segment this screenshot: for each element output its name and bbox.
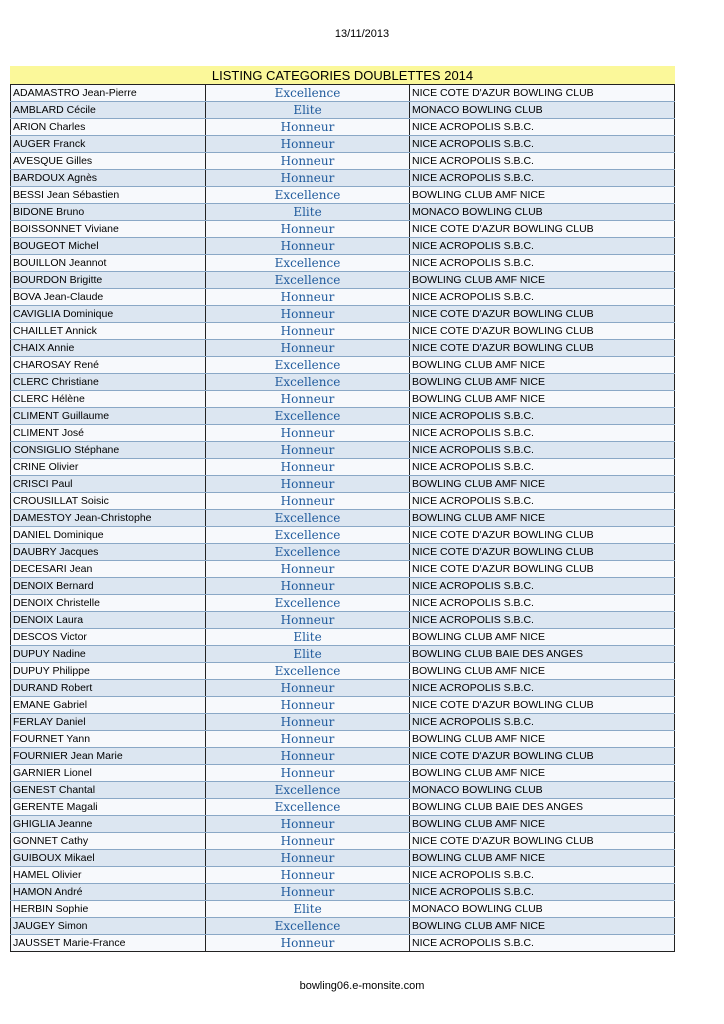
club-cell: NICE ACROPOLIS S.B.C. xyxy=(410,680,675,697)
table-row xyxy=(11,476,675,493)
table-row xyxy=(11,782,675,799)
category-cell: Honneur xyxy=(206,425,410,442)
category-cell: Honneur xyxy=(206,833,410,850)
table-row xyxy=(11,629,675,646)
table-row xyxy=(11,918,675,935)
table-row xyxy=(11,714,675,731)
table-row xyxy=(11,289,675,306)
category-cell: Excellence xyxy=(206,272,410,289)
players-table xyxy=(10,85,675,952)
club-cell: BOWLING CLUB AMF NICE xyxy=(410,391,675,408)
player-name-cell: DUPUY Philippe xyxy=(11,663,206,680)
player-name-cell: DENOIX Laura xyxy=(11,612,206,629)
listing-title: LISTING CATEGORIES DOUBLETTES 2014 xyxy=(10,66,675,85)
player-name-cell: BOISSONNET Viviane xyxy=(11,221,206,238)
player-name-cell: GONNET Cathy xyxy=(11,833,206,850)
player-name-cell: DECESARI Jean xyxy=(11,561,206,578)
player-name-cell: ARION Charles xyxy=(11,119,206,136)
table-row xyxy=(11,340,675,357)
category-cell: Excellence xyxy=(206,799,410,816)
category-cell: Honneur xyxy=(206,935,410,952)
table-row xyxy=(11,221,675,238)
player-name-cell: DAUBRY Jacques xyxy=(11,544,206,561)
club-cell: BOWLING CLUB BAIE DES ANGES xyxy=(410,646,675,663)
category-cell: Honneur xyxy=(206,119,410,136)
table-row xyxy=(11,323,675,340)
club-cell: BOWLING CLUB AMF NICE xyxy=(410,187,675,204)
player-name-cell: FOURNIER Jean Marie xyxy=(11,748,206,765)
player-name-cell: FERLAY Daniel xyxy=(11,714,206,731)
table-row xyxy=(11,680,675,697)
player-name-cell: EMANE Gabriel xyxy=(11,697,206,714)
player-name-cell: CLIMENT Guillaume xyxy=(11,408,206,425)
table-row xyxy=(11,765,675,782)
table-row xyxy=(11,544,675,561)
table-row xyxy=(11,510,675,527)
page-date: 13/11/2013 xyxy=(334,28,390,40)
player-name-cell: HAMON André xyxy=(11,884,206,901)
table-row xyxy=(11,238,675,255)
category-cell: Excellence xyxy=(206,527,410,544)
club-cell: NICE ACROPOLIS S.B.C. xyxy=(410,153,675,170)
category-cell: Elite xyxy=(206,901,410,918)
table-row xyxy=(11,731,675,748)
club-cell: BOWLING CLUB AMF NICE xyxy=(410,476,675,493)
category-cell: Honneur xyxy=(206,153,410,170)
category-cell: Excellence xyxy=(206,663,410,680)
category-cell: Honneur xyxy=(206,765,410,782)
club-cell: MONACO BOWLING CLUB xyxy=(410,782,675,799)
player-name-cell: BOURDON Brigitte xyxy=(11,272,206,289)
category-cell: Honneur xyxy=(206,578,410,595)
player-name-cell: BESSI Jean Sébastien xyxy=(11,187,206,204)
player-name-cell: CHAIX Annie xyxy=(11,340,206,357)
table-row xyxy=(11,646,675,663)
category-cell: Honneur xyxy=(206,221,410,238)
club-cell: NICE COTE D'AZUR BOWLING CLUB xyxy=(410,544,675,561)
table-row xyxy=(11,901,675,918)
player-name-cell: DUPUY Nadine xyxy=(11,646,206,663)
player-name-cell: CRISCI Paul xyxy=(11,476,206,493)
player-name-cell: GHIGLIA Jeanne xyxy=(11,816,206,833)
category-cell: Honneur xyxy=(206,748,410,765)
club-cell: NICE COTE D'AZUR BOWLING CLUB xyxy=(410,221,675,238)
club-cell: MONACO BOWLING CLUB xyxy=(410,204,675,221)
club-cell: NICE ACROPOLIS S.B.C. xyxy=(410,238,675,255)
player-name-cell: GENEST Chantal xyxy=(11,782,206,799)
club-cell: BOWLING CLUB AMF NICE xyxy=(410,918,675,935)
player-name-cell: DENOIX Christelle xyxy=(11,595,206,612)
club-cell: NICE COTE D'AZUR BOWLING CLUB xyxy=(410,306,675,323)
category-cell: Excellence xyxy=(206,782,410,799)
category-cell: Honneur xyxy=(206,493,410,510)
category-listing-sheet xyxy=(10,66,675,952)
table-row xyxy=(11,204,675,221)
player-name-cell: ADAMASTRO Jean-Pierre xyxy=(11,85,206,102)
table-row xyxy=(11,357,675,374)
table-row xyxy=(11,867,675,884)
club-cell: BOWLING CLUB AMF NICE xyxy=(410,850,675,867)
category-cell: Honneur xyxy=(206,170,410,187)
table-row xyxy=(11,493,675,510)
club-cell: NICE ACROPOLIS S.B.C. xyxy=(410,493,675,510)
table-row xyxy=(11,442,675,459)
category-cell: Honneur xyxy=(206,442,410,459)
player-name-cell: DAMESTOY Jean-Christophe xyxy=(11,510,206,527)
club-cell: NICE COTE D'AZUR BOWLING CLUB xyxy=(410,561,675,578)
category-cell: Honneur xyxy=(206,561,410,578)
club-cell: NICE ACROPOLIS S.B.C. xyxy=(410,289,675,306)
table-row xyxy=(11,306,675,323)
club-cell: NICE ACROPOLIS S.B.C. xyxy=(410,612,675,629)
category-cell: Excellence xyxy=(206,374,410,391)
club-cell: BOWLING CLUB AMF NICE xyxy=(410,357,675,374)
club-cell: NICE COTE D'AZUR BOWLING CLUB xyxy=(410,697,675,714)
player-name-cell: CHAROSAY René xyxy=(11,357,206,374)
category-cell: Elite xyxy=(206,204,410,221)
club-cell: NICE COTE D'AZUR BOWLING CLUB xyxy=(410,85,675,102)
club-cell: MONACO BOWLING CLUB xyxy=(410,102,675,119)
club-cell: NICE ACROPOLIS S.B.C. xyxy=(410,170,675,187)
category-cell: Excellence xyxy=(206,595,410,612)
club-cell: NICE COTE D'AZUR BOWLING CLUB xyxy=(410,833,675,850)
category-cell: Honneur xyxy=(206,816,410,833)
category-cell: Honneur xyxy=(206,238,410,255)
club-cell: NICE ACROPOLIS S.B.C. xyxy=(410,884,675,901)
club-cell: NICE ACROPOLIS S.B.C. xyxy=(410,442,675,459)
club-cell: BOWLING CLUB AMF NICE xyxy=(410,816,675,833)
category-cell: Honneur xyxy=(206,306,410,323)
category-cell: Honneur xyxy=(206,850,410,867)
club-cell: NICE COTE D'AZUR BOWLING CLUB xyxy=(410,527,675,544)
table-row xyxy=(11,663,675,680)
club-cell: NICE ACROPOLIS S.B.C. xyxy=(410,408,675,425)
table-row xyxy=(11,697,675,714)
club-cell: BOWLING CLUB AMF NICE xyxy=(410,629,675,646)
player-name-cell: CLERC Christiane xyxy=(11,374,206,391)
table-row xyxy=(11,816,675,833)
club-cell: BOWLING CLUB AMF NICE xyxy=(410,272,675,289)
club-cell: NICE COTE D'AZUR BOWLING CLUB xyxy=(410,323,675,340)
club-cell: BOWLING CLUB AMF NICE xyxy=(410,510,675,527)
table-row xyxy=(11,170,675,187)
table-row xyxy=(11,833,675,850)
category-cell: Excellence xyxy=(206,255,410,272)
category-cell: Excellence xyxy=(206,357,410,374)
club-cell: BOWLING CLUB AMF NICE xyxy=(410,663,675,680)
player-name-cell: CLERC Hélène xyxy=(11,391,206,408)
category-cell: Honneur xyxy=(206,697,410,714)
category-cell: Honneur xyxy=(206,612,410,629)
table-row xyxy=(11,935,675,952)
table-row xyxy=(11,595,675,612)
club-cell: MONACO BOWLING CLUB xyxy=(410,901,675,918)
category-cell: Honneur xyxy=(206,391,410,408)
club-cell: NICE ACROPOLIS S.B.C. xyxy=(410,425,675,442)
table-row xyxy=(11,578,675,595)
player-name-cell: FOURNET Yann xyxy=(11,731,206,748)
table-row xyxy=(11,850,675,867)
club-cell: NICE ACROPOLIS S.B.C. xyxy=(410,578,675,595)
table-row xyxy=(11,561,675,578)
player-name-cell: AMBLARD Cécile xyxy=(11,102,206,119)
player-name-cell: CROUSILLAT Soisic xyxy=(11,493,206,510)
table-row xyxy=(11,102,675,119)
category-cell: Elite xyxy=(206,646,410,663)
footer-website: bowling06.e-monsite.com xyxy=(299,980,425,992)
player-name-cell: GARNIER Lionel xyxy=(11,765,206,782)
player-name-cell: DURAND Robert xyxy=(11,680,206,697)
table-row xyxy=(11,612,675,629)
category-cell: Excellence xyxy=(206,187,410,204)
table-row xyxy=(11,187,675,204)
player-name-cell: HERBIN Sophie xyxy=(11,901,206,918)
category-cell: Elite xyxy=(206,102,410,119)
club-cell: NICE COTE D'AZUR BOWLING CLUB xyxy=(410,748,675,765)
table-row xyxy=(11,391,675,408)
category-cell: Excellence xyxy=(206,510,410,527)
category-cell: Honneur xyxy=(206,289,410,306)
player-name-cell: AUGER Franck xyxy=(11,136,206,153)
category-cell: Excellence xyxy=(206,918,410,935)
club-cell: NICE COTE D'AZUR BOWLING CLUB xyxy=(410,340,675,357)
player-name-cell: CRINE Olivier xyxy=(11,459,206,476)
player-name-cell: CLIMENT José xyxy=(11,425,206,442)
category-cell: Elite xyxy=(206,629,410,646)
table-row xyxy=(11,799,675,816)
club-cell: BOWLING CLUB AMF NICE xyxy=(410,765,675,782)
table-row xyxy=(11,408,675,425)
player-name-cell: HAMEL Olivier xyxy=(11,867,206,884)
table-row xyxy=(11,748,675,765)
category-cell: Honneur xyxy=(206,459,410,476)
player-name-cell: GERENTE Magali xyxy=(11,799,206,816)
category-cell: Honneur xyxy=(206,714,410,731)
table-row xyxy=(11,85,675,102)
category-cell: Honneur xyxy=(206,340,410,357)
player-name-cell: AVESQUE Gilles xyxy=(11,153,206,170)
club-cell: BOWLING CLUB AMF NICE xyxy=(410,731,675,748)
player-name-cell: CHAILLET Annick xyxy=(11,323,206,340)
category-cell: Excellence xyxy=(206,408,410,425)
club-cell: NICE ACROPOLIS S.B.C. xyxy=(410,867,675,884)
player-name-cell: BOVA Jean-Claude xyxy=(11,289,206,306)
table-row xyxy=(11,527,675,544)
club-cell: BOWLING CLUB BAIE DES ANGES xyxy=(410,799,675,816)
table-row xyxy=(11,255,675,272)
category-cell: Honneur xyxy=(206,476,410,493)
club-cell: NICE ACROPOLIS S.B.C. xyxy=(410,136,675,153)
club-cell: BOWLING CLUB AMF NICE xyxy=(410,374,675,391)
category-cell: Excellence xyxy=(206,544,410,561)
category-cell: Honneur xyxy=(206,867,410,884)
player-name-cell: CONSIGLIO Stéphane xyxy=(11,442,206,459)
player-name-cell: DESCOS Victor xyxy=(11,629,206,646)
table-row xyxy=(11,459,675,476)
player-name-cell: JAUSSET Marie-France xyxy=(11,935,206,952)
club-cell: NICE ACROPOLIS S.B.C. xyxy=(410,935,675,952)
club-cell: NICE ACROPOLIS S.B.C. xyxy=(410,595,675,612)
club-cell: NICE ACROPOLIS S.B.C. xyxy=(410,119,675,136)
player-name-cell: BOUGEOT Michel xyxy=(11,238,206,255)
table-row xyxy=(11,374,675,391)
category-cell: Honneur xyxy=(206,136,410,153)
category-cell: Honneur xyxy=(206,731,410,748)
player-name-cell: BIDONE Bruno xyxy=(11,204,206,221)
table-row xyxy=(11,884,675,901)
player-name-cell: DENOIX Bernard xyxy=(11,578,206,595)
player-name-cell: CAVIGLIA Dominique xyxy=(11,306,206,323)
table-row xyxy=(11,425,675,442)
player-name-cell: BARDOUX Agnès xyxy=(11,170,206,187)
club-cell: NICE ACROPOLIS S.B.C. xyxy=(410,255,675,272)
category-cell: Honneur xyxy=(206,884,410,901)
table-row xyxy=(11,119,675,136)
table-row xyxy=(11,272,675,289)
club-cell: NICE ACROPOLIS S.B.C. xyxy=(410,714,675,731)
player-name-cell: GUIBOUX Mikael xyxy=(11,850,206,867)
category-cell: Excellence xyxy=(206,85,410,102)
table-row xyxy=(11,153,675,170)
player-name-cell: DANIEL Dominique xyxy=(11,527,206,544)
player-name-cell: JAUGEY Simon xyxy=(11,918,206,935)
player-name-cell: BOUILLON Jeannot xyxy=(11,255,206,272)
club-cell: NICE ACROPOLIS S.B.C. xyxy=(410,459,675,476)
category-cell: Honneur xyxy=(206,323,410,340)
category-cell: Honneur xyxy=(206,680,410,697)
table-row xyxy=(11,136,675,153)
